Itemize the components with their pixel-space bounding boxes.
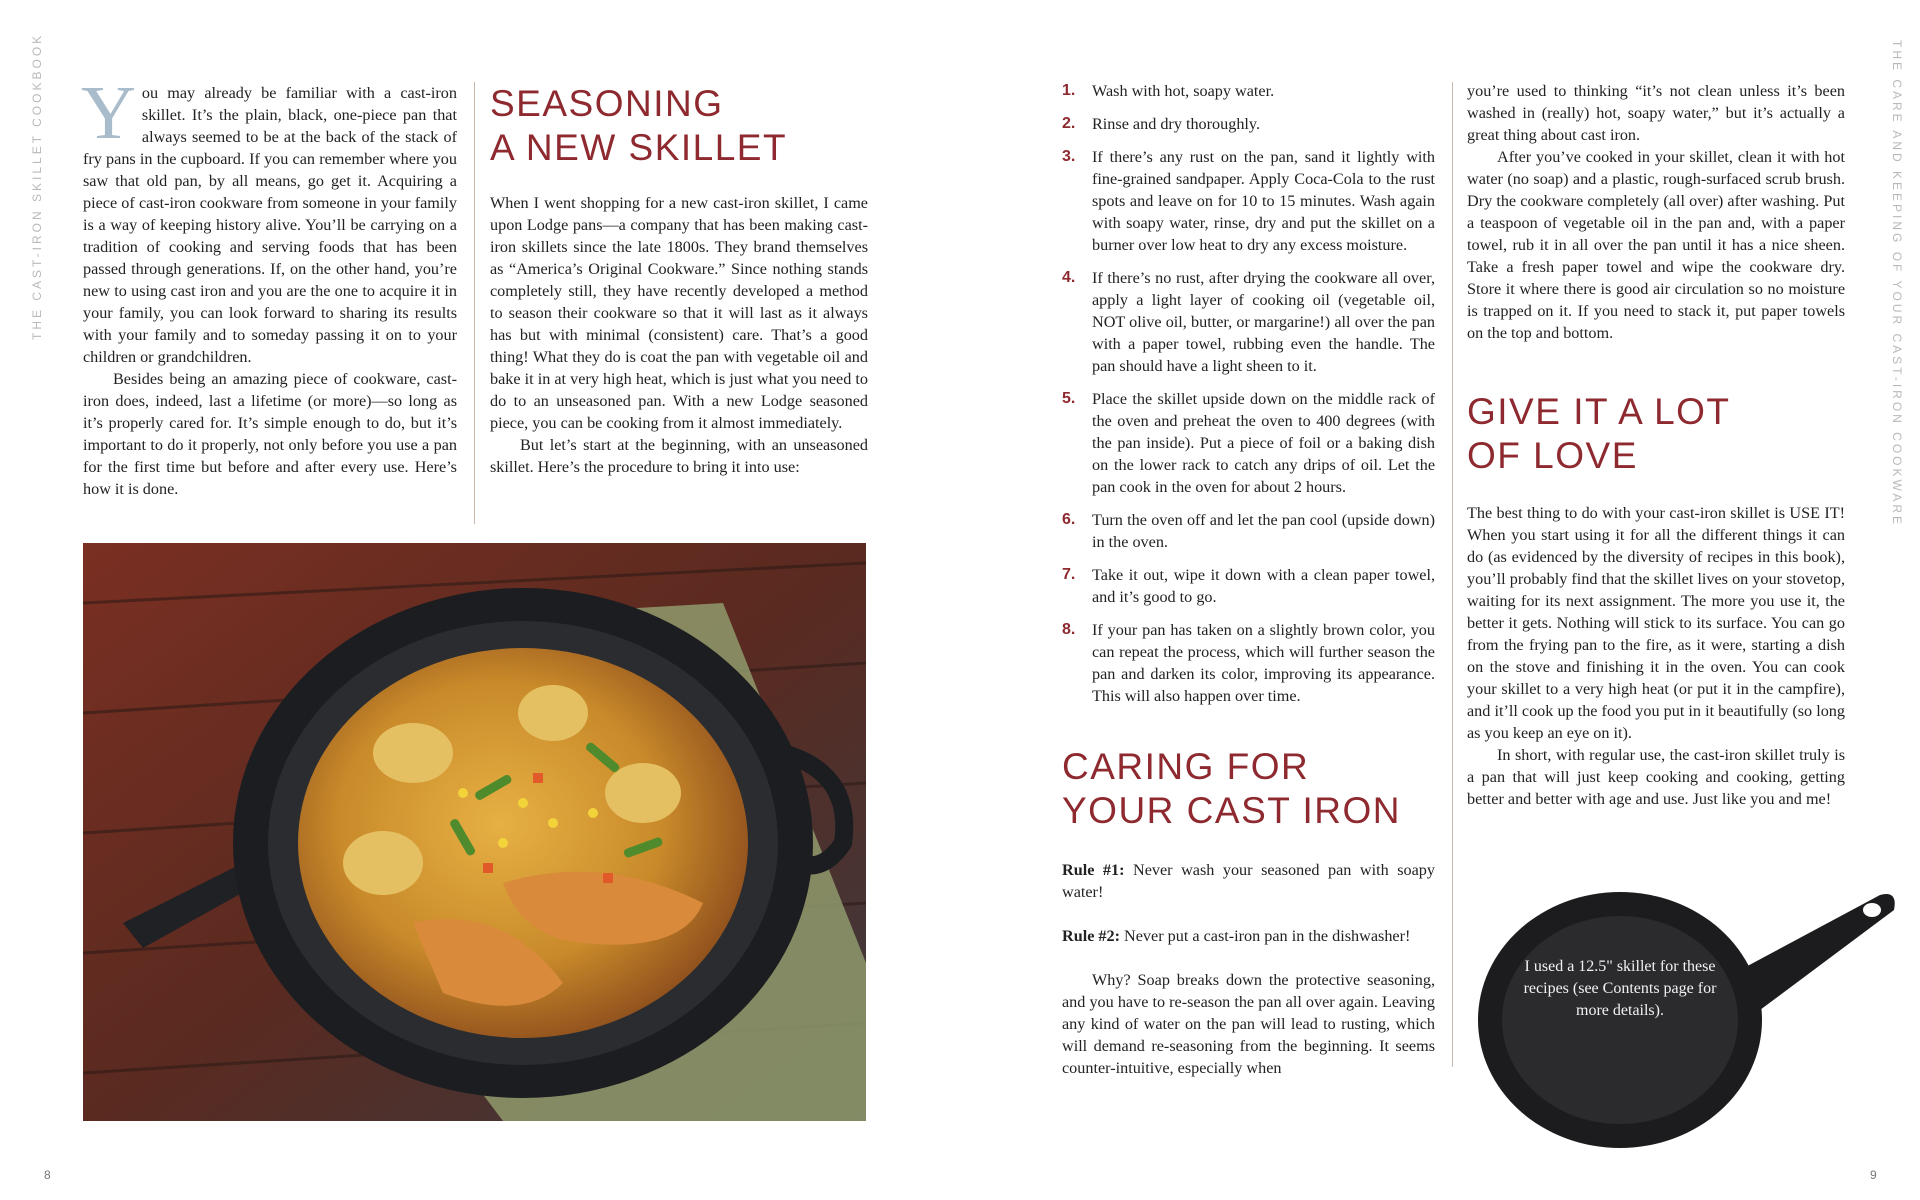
running-title-left: THE CAST-IRON SKILLET COOKBOOK (30, 32, 44, 340)
list-item: 5. Place the skillet upside down on the middle rack of the oven and preheat the oven to 400 degrees (with the pan inside). Put a piece of foil or a baking dish on the lower rack to catch any drips of oil. Let the pan cook in the oven for about 2 hours. (1062, 390, 1435, 496)
list-item: 8. If your pan has taken on a slightly brown color, you can repeat the process, which will further season the pan and darken its color, improving its appearance. This will also happen over time. (1062, 621, 1435, 705)
why-paragraph: Why? Soap breaks down the protective seasoning, and you have to re-season the pan all over again. Leaving any kind of water on the pan will lead to rusting, which will demand re-seasoning from the beginning. It seems counter-intuitive, especially when (1062, 971, 1435, 1077)
list-item: 4. If there’s no rust, after drying the cookware all over, apply a light layer of cooking oil (vegetable oil, NOT olive oil, butter, or margarine!) all over the pan with a paper towel, rubbing even the handle. The pan should have a light sheen to it. (1062, 269, 1435, 375)
continued-paragraph: you’re used to thinking “it’s not clean unless it’s been washed in (really) hot, soapy water,” but it’s actually a great thing about cast iron. (1467, 82, 1845, 144)
pan-caption: I used a 12.5" skillet for these recipes (see Contents page for more details). (1523, 958, 1717, 1019)
intro-column (81, 71, 457, 500)
list-item: 3. If there’s any rust on the pan, sand it lightly with fine-grained sandpaper. Apply Coca-Cola to the rust spots and leave on for 10 to 15 minutes. Wash again with soapy water, rinse, dry and put the skillet on a burner over low heat to dry any excess moisture. (1062, 148, 1435, 254)
list-item: 1. Wash with hot, soapy water. (1062, 82, 1275, 100)
seasoning-heading: SEASONING A NEW SKILLET (490, 83, 788, 168)
intro-paragraph-1: You may already be familiar with a cast-iron skillet. It’s the plain, black, one-piece pan that always seemed to be at the back of the stack of fry pans in the cupboard. If you can remember where you saw that old pan, by all means, go get it. Acquiring a piece of cast-iron cookware from someone in your family is a way of keeping history alive. You’ll be carrying on a tradition of cooking and serving foods that has been passed through generations. If, on the other hand, you’re new to using cast iron and you are the one to acquire it in your family, you can look forward to sharing its results with your family and to someday passing it on to your children or grandchildren. (81, 71, 457, 366)
column-divider (1452, 82, 1453, 1067)
page-number-left: 8 (44, 1168, 51, 1182)
page-number-right: 9 (1870, 1168, 1877, 1182)
list-item: 2. Rinse and dry thoroughly. (1062, 115, 1260, 133)
rule-1: Rule #1: Never wash your seasoned pan with soapy water! (1062, 861, 1435, 901)
cleaning-paragraph: After you’ve cooked in your skillet, clean it with hot water (no soap) and a plastic, rough-surfaced scrub brush. Dry the cookware completely (all over) after washing. Put a teaspoon of vegetable oil in the pan and, with a paper towel, rub it in all over the pan until it has a nice sheen. Take a fresh paper towel and wipe the cookware dry. Store it where there is good air circulation so no moisture is trapped on it. If you need to stack it, put paper towels on the top and bottom. (1467, 148, 1845, 342)
running-title-right: THE CARE AND KEEPING OF YOUR CAST-IRON COOKWARE (1890, 40, 1904, 528)
list-item: 6. Turn the oven off and let the pan cool (upside down) in the oven. (1062, 511, 1435, 551)
rule-2: Rule #2: Never put a cast-iron pan in the dishwasher! (1062, 927, 1411, 945)
skillet-food-photo (83, 543, 866, 1121)
seasoning-paragraph-2: But let’s start at the beginning, with an unseasoned skillet. Here’s the procedure to bring it into use: (490, 436, 868, 476)
caring-heading: CARING FOR YOUR CAST IRON (1062, 746, 1401, 831)
steps-column (1062, 80, 1435, 1079)
intro-paragraph-2: Besides being an amazing piece of cookware, cast-iron does, indeed, last a lifetime (or more)—so long as it’s properly cared for. It’s simple enough to do, but it’s important to do it properly, not only before you use a pan for the first time but before and after every use. Here’s how it is done. (83, 370, 457, 498)
love-paragraph-1: The best thing to do with your cast-iron skillet is USE IT! When you start using it for all the different things it can do (as evidenced by the diversity of recipes in this book), you’ll probably find that the skillet lives on your stovetop, waiting for its next assignment. The more you use it, the better it gets. Nothing will stick to its surface. You can go from the frying pan to the fire, as it were, starting a dish on the stove and finishing it in the oven. You can cook your skillet to a very high heat (or put it in the campfire), and it’ll cook up the food you put in it beautifully (so long as you keep an eye on it). (1467, 504, 1845, 742)
list-item: 7. Take it out, wipe it down with a clean paper towel, and it’s good to go. (1062, 566, 1435, 606)
love-paragraph-2: In short, with regular use, the cast-iron skillet truly is a pan that will just keep cooking and cooking, getting better and better with age and use. Just like you and me! (1467, 746, 1845, 808)
love-heading: GIVE IT A LOT OF LOVE (1467, 391, 1731, 476)
seasoning-column (490, 82, 868, 478)
seasoning-paragraph-1: When I went shopping for a new cast-iron skillet, I came upon Lodge pans—a company that has been making cast-iron skillets since the late 1800s. They brand themselves as “America’s Original Cookware.” Since nothing stands completely still, they have recently developed a method to season their cookware so that it will last as it always has but with minimal (consistent) care. That’s a good thing! What they do is coat the pan with vegetable oil and bake it in at very high heat, which is just what you need to do to an unseasoned pan. With a new Lodge seasoned piece, you can be cooking from it almost immediately. (490, 194, 868, 432)
drop-cap: Y (81, 71, 136, 155)
seasoning-steps-list (1062, 80, 1435, 707)
column-divider (474, 82, 475, 524)
care-column (1467, 80, 1845, 810)
